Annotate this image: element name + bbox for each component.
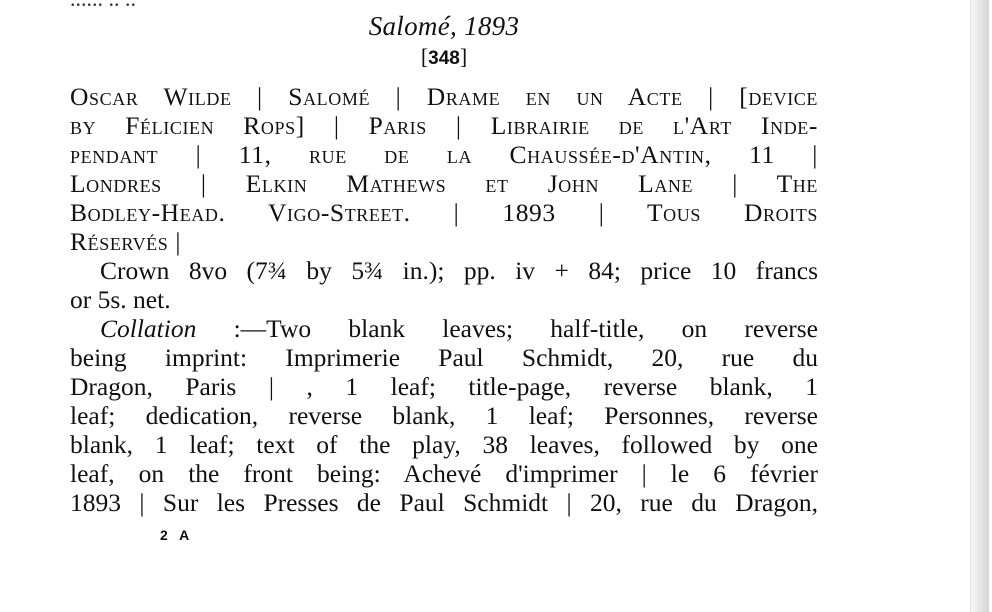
title-line: by Félicien Rops] | Paris | Librairie de l'Art Inde- — [70, 111, 818, 140]
page-right-edge-shadow — [970, 0, 989, 612]
title-line: Oscar Wilde | Salomé | Drame en un Acte | [device — [70, 82, 818, 111]
title-line: Réservés | — [70, 227, 182, 256]
collation-paragraph — [70, 314, 818, 517]
title-line: Bodley-Head. Vigo-Street. | 1893 | Tous Droits — [70, 198, 818, 227]
collation-label: Collation — [100, 314, 197, 343]
collation-line: leaf, on the front being: Achevé d'imprimer | le 6 février — [70, 459, 818, 488]
entry-number — [70, 44, 818, 72]
entry-number-open-bracket: [ — [420, 44, 429, 69]
title-transcription — [70, 82, 818, 256]
collation-first-line — [70, 314, 818, 343]
collation-line: 1893 | Sur les Presses de Paul Schmidt | 20, rue du Dragon, — [70, 488, 818, 517]
book-page — [70, 0, 818, 612]
format-line: Crown 8vo (7¾ by 5¾ in.); pp. iv + 84; price 10 francs — [100, 256, 818, 285]
cut-off-top-line — [70, 0, 136, 10]
format-paragraph — [70, 256, 818, 314]
running-head: Salomé, 1893 — [368, 11, 520, 41]
collation-first-line-text: :—Two blank leaves; half-title, on reverse — [196, 314, 818, 343]
title-line: pendant | 11, rue de la Chaussée-d'Antin, 11 | — [70, 140, 818, 169]
collation-line: blank, 1 leaf; text of the play, 38 leaves, followed by one — [70, 430, 818, 459]
collation-line: leaf; dedication, reverse blank, 1 leaf; Personnes, reverse — [70, 401, 818, 430]
collation-line: Dragon, Paris | , 1 leaf; title-page, reverse blank, 1 — [70, 372, 818, 401]
collation-line: being imprint: Imprimerie Paul Schmidt, 20, rue du — [70, 343, 818, 372]
title-line: Londres | Elkin Mathews et John Lane | The — [70, 169, 818, 198]
entry-number-close-bracket: ] — [459, 44, 468, 69]
format-line: or 5s. net. — [70, 285, 171, 314]
signature-mark: 2 A — [160, 527, 194, 543]
entry-number-value: 348 — [428, 48, 460, 69]
